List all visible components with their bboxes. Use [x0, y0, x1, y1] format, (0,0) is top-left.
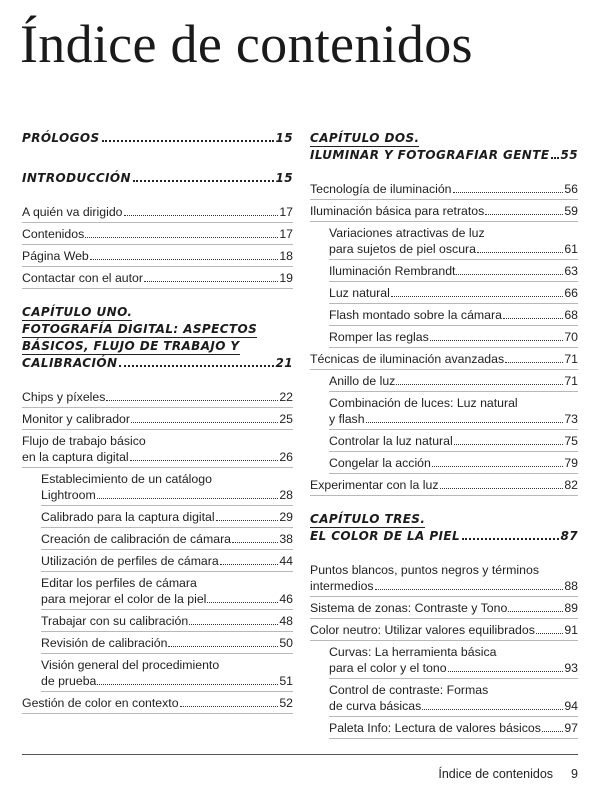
entry-text: Contactar con el autor: [22, 271, 143, 285]
dot-leader: [85, 237, 278, 238]
dot-leader: [180, 706, 279, 707]
entry-underline: [329, 738, 578, 739]
toc-subentry[interactable]: [310, 307, 578, 323]
toc-subentry[interactable]: [310, 682, 578, 714]
chapter-heading-text: ILUMINAR Y FOTOGRAFIAR GENTE: [310, 148, 550, 162]
footer-divider: [22, 754, 578, 755]
dot-leader: [477, 252, 563, 253]
toc-entry[interactable]: [22, 226, 293, 242]
dot-leader: [90, 259, 279, 260]
entry-text: Flash montado sobre la cámara: [329, 308, 502, 322]
entry-text: Iluminación Rembrandt: [329, 264, 456, 278]
toc-right-column: [310, 130, 578, 742]
entry-last-line: [22, 270, 293, 286]
entry-page-number: 25: [279, 412, 293, 426]
entry-last-line: [22, 449, 293, 465]
entry-text: Iluminación básica para retratos: [310, 204, 485, 218]
entry-text-line: Variaciones atractivas de luz: [329, 226, 485, 240]
toc-subentry[interactable]: [22, 657, 293, 689]
toc-subentry[interactable]: [310, 329, 578, 345]
toc-entry[interactable]: [310, 562, 578, 594]
entry-underline: [41, 631, 293, 632]
entry-last-line: [22, 226, 293, 242]
entry-text-line: Flujo de trabajo básico: [22, 434, 146, 448]
entry-page-number: 59: [564, 204, 578, 218]
entry-underline: [22, 713, 293, 714]
entry-last-line: [310, 600, 578, 616]
toc-entry[interactable]: [310, 203, 578, 219]
toc-entry[interactable]: [22, 270, 293, 286]
toc-subentry[interactable]: [22, 531, 293, 547]
page-footer: [438, 767, 578, 781]
entry-page-number: 17: [279, 227, 293, 241]
entry-page-number: 29: [279, 510, 293, 524]
entry-page-number: 89: [564, 601, 578, 615]
entry-page-number: 70: [564, 330, 578, 344]
entry-page-number: 61: [564, 242, 578, 256]
entry-underline: [310, 221, 578, 222]
chapter-heading[interactable]: [310, 511, 578, 544]
dot-leader: [189, 624, 278, 625]
footer-page-number: 9: [571, 767, 578, 781]
chapter-heading[interactable]: [310, 130, 578, 163]
footer-label: Índice de contenidos: [438, 767, 554, 781]
entry-underline: [22, 244, 293, 245]
chapter-page-number: 15: [275, 131, 293, 145]
entry-text-line: Curvas: La herramienta básica: [329, 645, 497, 659]
dot-leader: [133, 180, 274, 182]
dot-leader: [432, 466, 563, 467]
entry-underline: [22, 467, 293, 468]
entry-underline: [41, 527, 293, 528]
chapter-heading-text: PRÓLOGOS: [22, 131, 100, 145]
dot-leader: [536, 633, 563, 634]
dot-leader: [462, 538, 558, 540]
entry-last-line: [22, 204, 293, 220]
dot-leader: [375, 589, 564, 590]
entry-text: Utilización de perfiles de cámara: [41, 554, 219, 568]
entry-underline: [41, 549, 293, 550]
entry-page-number: 51: [279, 674, 293, 688]
dot-leader: [503, 318, 563, 319]
entry-text: para sujetos de piel oscura: [329, 242, 476, 256]
dot-leader: [216, 520, 279, 521]
entry-page-number: 75: [564, 434, 578, 448]
entry-text: Calibrado para la captura digital: [41, 510, 215, 524]
entry-page-number: 52: [279, 696, 293, 710]
toc-entry[interactable]: [22, 248, 293, 264]
entry-text: Experimentar con la luz: [310, 478, 439, 492]
entry-last-line: [329, 307, 578, 323]
chapter-heading-line: BÁSICOS, FLUJO DE TRABAJO Y: [22, 339, 240, 353]
entry-last-line: [22, 248, 293, 264]
entry-last-line: [310, 622, 578, 638]
chapter-heading-last-line: [310, 528, 578, 544]
entry-page-number: 88: [564, 579, 578, 593]
entry-page-number: 50: [279, 636, 293, 650]
toc-subentry[interactable]: [22, 575, 293, 607]
entry-underline: [329, 429, 578, 430]
dot-leader: [130, 460, 279, 461]
chapter-heading-text: INTRODUCCIÓN: [22, 171, 131, 185]
entry-page-number: 73: [564, 412, 578, 426]
entry-page-number: 56: [564, 182, 578, 196]
entry-text: para mejorar el color de la piel: [41, 592, 207, 606]
entry-underline: [41, 505, 293, 506]
toc-entry[interactable]: [22, 411, 293, 427]
dot-leader: [168, 646, 278, 647]
entry-underline: [41, 653, 293, 654]
toc-subentry[interactable]: [310, 395, 578, 427]
toc-subentry[interactable]: [22, 635, 293, 651]
entry-text: Trabajar con su calibración: [41, 614, 189, 628]
page-title: Índice de contenidos: [20, 14, 473, 74]
entry-underline: [22, 288, 293, 289]
entry-text: y flash: [329, 412, 365, 426]
dot-leader: [97, 498, 279, 499]
entry-text: de prueba: [41, 674, 97, 688]
entry-last-line: [329, 698, 578, 714]
chapter-heading-last-line: [310, 147, 578, 163]
chapter-page-number: 15: [275, 171, 293, 185]
dot-leader: [508, 611, 563, 612]
toc-subentry[interactable]: [310, 373, 578, 389]
entry-underline: [41, 571, 293, 572]
entry-last-line: [310, 351, 578, 367]
toc-entry[interactable]: [310, 181, 578, 197]
entry-page-number: 28: [279, 488, 293, 502]
toc-entry[interactable]: [310, 351, 578, 367]
entry-page-number: 93: [564, 661, 578, 675]
entry-text: Sistema de zonas: Contraste y Tono: [310, 601, 508, 615]
dot-leader: [119, 365, 273, 367]
entry-underline: [329, 325, 578, 326]
entry-last-line: [41, 531, 293, 547]
entry-page-number: 19: [279, 271, 293, 285]
entry-underline: [329, 347, 578, 348]
entry-page-number: 71: [564, 374, 578, 388]
entry-page-number: 71: [564, 352, 578, 366]
entry-last-line: [41, 553, 293, 569]
toc-subentry[interactable]: [310, 644, 578, 676]
entry-text: de curva básicas: [329, 699, 422, 713]
entry-underline: [310, 495, 578, 496]
entry-last-line: [329, 660, 578, 676]
toc-subentry[interactable]: [22, 509, 293, 525]
entry-underline: [310, 618, 578, 619]
toc-entry[interactable]: [22, 204, 293, 220]
dot-leader: [207, 602, 278, 603]
toc-subentry[interactable]: [22, 553, 293, 569]
entry-text: A quién va dirigido: [22, 205, 123, 219]
entry-last-line: [22, 389, 293, 405]
entry-text: intermedios: [310, 579, 374, 593]
entry-last-line: [329, 720, 578, 736]
entry-underline: [310, 369, 578, 370]
entry-last-line: [310, 477, 578, 493]
dot-leader: [456, 274, 563, 275]
entry-last-line: [22, 411, 293, 427]
entry-page-number: 82: [564, 478, 578, 492]
entry-underline: [329, 259, 578, 260]
entry-underline: [329, 303, 578, 304]
dot-leader: [391, 296, 563, 297]
entry-last-line: [329, 411, 578, 427]
dot-leader: [551, 157, 558, 159]
entry-text: Luz natural: [329, 286, 390, 300]
entry-last-line: [310, 203, 578, 219]
chapter-heading-line: CAPÍTULO TRES.: [310, 512, 426, 526]
entry-page-number: 68: [564, 308, 578, 322]
toc-subentry[interactable]: [310, 720, 578, 736]
chapter-page-number: 55: [560, 148, 578, 162]
entry-last-line: [329, 263, 578, 279]
chapter-heading-last-line: [22, 170, 293, 186]
entry-text: Tecnología de iluminación: [310, 182, 452, 196]
entry-text-line: Establecimiento de un catálogo: [41, 472, 212, 486]
entry-underline: [329, 678, 578, 679]
entry-last-line: [329, 433, 578, 449]
entry-page-number: 97: [564, 721, 578, 735]
dot-leader: [131, 422, 278, 423]
entry-underline: [41, 691, 293, 692]
entry-text: Contenidos: [22, 227, 85, 241]
entry-page-number: 79: [564, 456, 578, 470]
chapter-heading-text: CALIBRACIÓN: [22, 356, 118, 370]
entry-underline: [329, 716, 578, 717]
chapter-heading-last-line: [22, 130, 293, 146]
entry-text: Chips y píxeles: [22, 390, 106, 404]
entry-last-line: [329, 285, 578, 301]
entry-text: Congelar la acción: [329, 456, 431, 470]
chapter-heading-line: FOTOGRAFÍA DIGITAL: ASPECTOS: [22, 322, 258, 336]
dot-leader: [448, 671, 564, 672]
toc-left-column: [22, 130, 293, 717]
dot-leader: [106, 400, 278, 401]
toc-subentry[interactable]: [310, 455, 578, 471]
entry-last-line: [41, 591, 293, 607]
chapter-heading-line: CAPÍTULO UNO.: [22, 305, 133, 319]
entry-text: Anillo de luz: [329, 374, 396, 388]
entry-page-number: 48: [279, 614, 293, 628]
dot-leader: [396, 384, 563, 385]
entry-text: Controlar la luz natural: [329, 434, 453, 448]
entry-page-number: 94: [564, 699, 578, 713]
dot-leader: [440, 488, 564, 489]
entry-last-line: [310, 578, 578, 594]
dot-leader: [430, 340, 564, 341]
toc-subentry[interactable]: [310, 225, 578, 257]
chapter-heading-last-line: [22, 355, 293, 371]
entry-last-line: [41, 509, 293, 525]
toc-entry[interactable]: [22, 433, 293, 465]
toc-entry[interactable]: [310, 600, 578, 616]
dot-leader: [505, 362, 563, 363]
dot-leader: [453, 192, 564, 193]
entry-text: Técnicas de iluminación avanzadas: [310, 352, 505, 366]
entry-text: Paleta Info: Lectura de valores básicos: [329, 721, 541, 735]
toc-subentry[interactable]: [22, 613, 293, 629]
entry-last-line: [329, 373, 578, 389]
toc-entry[interactable]: [22, 695, 293, 711]
entry-last-line: [329, 241, 578, 257]
entry-text: Creación de calibración de cámara: [41, 532, 232, 546]
entry-text: Monitor y calibrador: [22, 412, 130, 426]
entry-page-number: 38: [279, 532, 293, 546]
front-matter-heading[interactable]: [22, 170, 293, 186]
entry-last-line: [41, 673, 293, 689]
dot-leader: [124, 215, 279, 216]
entry-underline: [329, 281, 578, 282]
dot-leader: [542, 731, 563, 732]
entry-underline: [310, 596, 578, 597]
entry-text: para el color y el tono: [329, 661, 447, 675]
entry-text-line: Combinación de luces: Luz natural: [329, 396, 518, 410]
toc-subentry[interactable]: [310, 433, 578, 449]
dot-leader: [144, 281, 278, 282]
chapter-heading-text: EL COLOR DE LA PIEL: [310, 529, 461, 543]
chapter-page-number: 87: [560, 529, 578, 543]
entry-last-line: [329, 455, 578, 471]
chapter-heading-line: CAPÍTULO DOS.: [310, 131, 420, 145]
toc-subentry[interactable]: [22, 471, 293, 503]
entry-underline: [22, 407, 293, 408]
entry-text: Revisión de calibración: [41, 636, 168, 650]
entry-underline: [41, 609, 293, 610]
toc-subentry[interactable]: [310, 263, 578, 279]
entry-text: Lightroom: [41, 488, 96, 502]
toc-entry[interactable]: [310, 477, 578, 493]
dot-leader: [485, 214, 563, 215]
dot-leader: [97, 684, 278, 685]
dot-leader: [366, 422, 564, 423]
entry-last-line: [41, 487, 293, 503]
dot-leader: [220, 564, 279, 565]
entry-text-line: Editar los perfiles de cámara: [41, 576, 197, 590]
front-matter-heading[interactable]: [22, 130, 293, 146]
dot-leader: [232, 542, 278, 543]
entry-underline: [310, 640, 578, 641]
chapter-page-number: 21: [275, 356, 293, 370]
entry-text: Romper las reglas: [329, 330, 429, 344]
entry-text: en la captura digital: [22, 450, 129, 464]
dot-leader: [454, 444, 564, 445]
entry-page-number: 17: [279, 205, 293, 219]
entry-underline: [329, 473, 578, 474]
entry-page-number: 91: [564, 623, 578, 637]
entry-text-line: Puntos blancos, puntos negros y términos: [310, 563, 539, 577]
entry-underline: [22, 266, 293, 267]
chapter-heading[interactable]: [22, 304, 293, 371]
entry-last-line: [310, 181, 578, 197]
entry-underline: [329, 451, 578, 452]
toc-subentry[interactable]: [310, 285, 578, 301]
entry-page-number: 44: [279, 554, 293, 568]
entry-page-number: 63: [564, 264, 578, 278]
entry-last-line: [329, 329, 578, 345]
entry-text-line: Control de contraste: Formas: [329, 683, 489, 697]
entry-underline: [310, 199, 578, 200]
entry-last-line: [22, 695, 293, 711]
entry-text: Gestión de color en contexto: [22, 696, 179, 710]
entry-text: Color neutro: Utilizar valores equilibrados: [310, 623, 535, 637]
toc-entry[interactable]: [310, 622, 578, 638]
entry-text-line: Visión general del procedimiento: [41, 658, 220, 672]
dot-leader: [102, 140, 274, 142]
toc-entry[interactable]: [22, 389, 293, 405]
dot-leader: [422, 709, 563, 710]
entry-underline: [22, 429, 293, 430]
entry-underline: [22, 222, 293, 223]
entry-page-number: 22: [279, 390, 293, 404]
entry-page-number: 26: [279, 450, 293, 464]
entry-underline: [329, 391, 578, 392]
entry-page-number: 18: [279, 249, 293, 263]
entry-page-number: 46: [279, 592, 293, 606]
entry-last-line: [41, 635, 293, 651]
entry-text: Página Web: [22, 249, 89, 263]
entry-last-line: [41, 613, 293, 629]
entry-page-number: 66: [564, 286, 578, 300]
